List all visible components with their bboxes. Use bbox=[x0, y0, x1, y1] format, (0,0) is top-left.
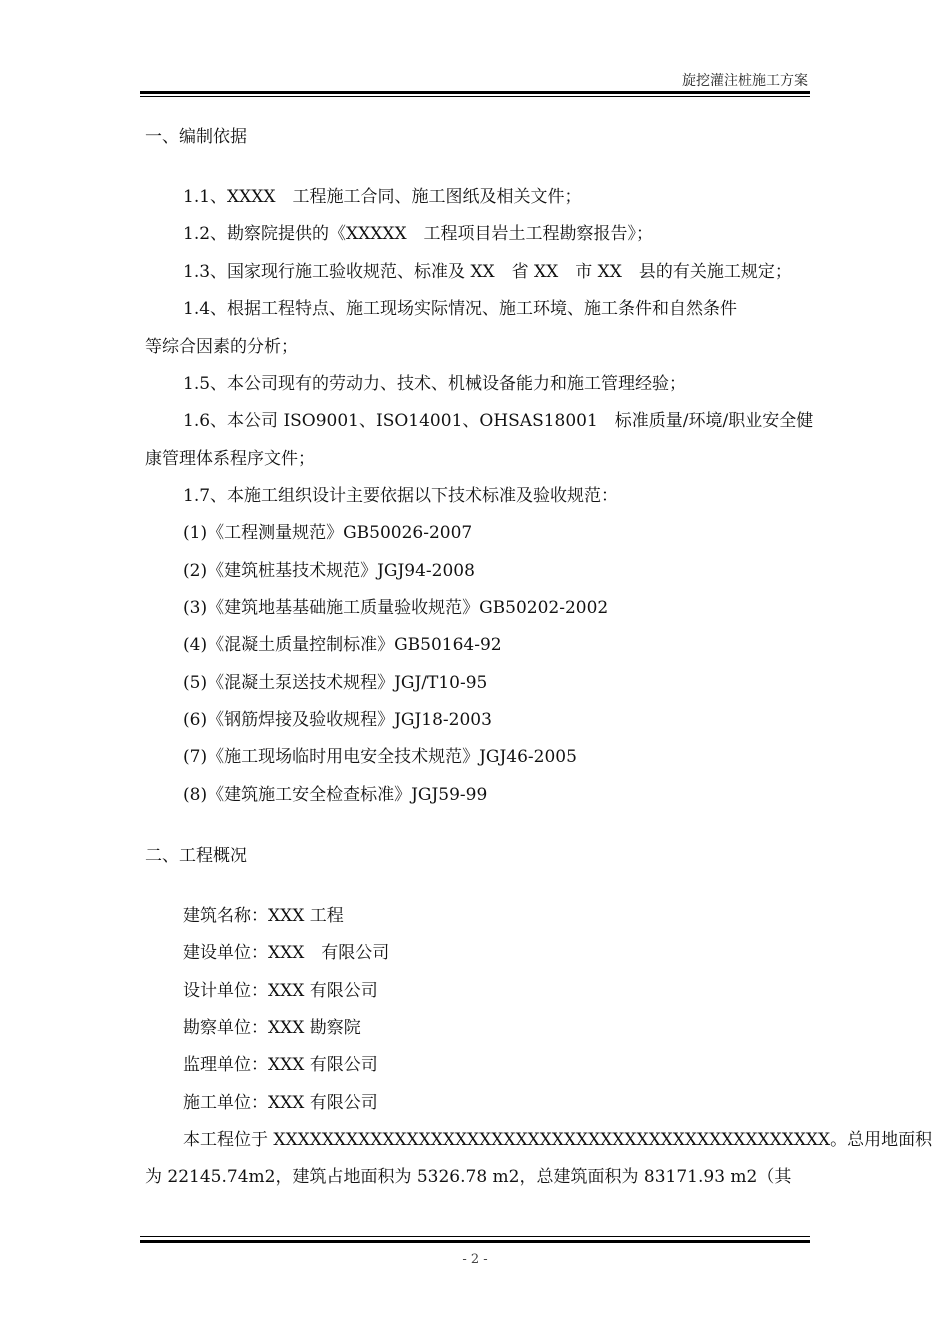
basis-item: 1.3、国家现行施工验收规范、标准及 XX 省 XX 市 XX 县的有关施工规定； bbox=[183, 262, 792, 282]
section-heading-basis: 一、编制依据 bbox=[145, 127, 247, 147]
header-rule-thick bbox=[140, 91, 810, 94]
running-header-title: 旋挖灌注桩施工方案 bbox=[682, 73, 808, 89]
basis-item: 1.6、本公司 ISO9001、ISO14001、OHSAS18001 标准质量/环境/职业安全健 bbox=[183, 411, 814, 431]
basis-item-continuation: 康管理体系程序文件； bbox=[145, 449, 315, 469]
footer-rule-thick bbox=[140, 1240, 810, 1243]
project-fact: 设计单位：XXX 有限公司 bbox=[183, 981, 378, 1001]
page-number: - 2 - bbox=[462, 1252, 488, 1267]
basis-item: 1.1、XXXX 工程施工合同、施工图纸及相关文件； bbox=[183, 187, 582, 207]
footer-rule-thin bbox=[140, 1236, 810, 1237]
standard-item: (2)《建筑桩基技术规范》JGJ94-2008 bbox=[183, 561, 475, 581]
basis-item: 1.5、本公司现有的劳动力、技术、机械设备能力和施工管理经验； bbox=[183, 374, 687, 394]
standard-item: (1)《工程测量规范》GB50026-2007 bbox=[183, 523, 473, 543]
project-fact: 勘察单位：XXX 勘察院 bbox=[183, 1018, 361, 1038]
project-fact: 监理单位：XXX 有限公司 bbox=[183, 1055, 378, 1075]
header-rule-thin bbox=[140, 96, 810, 97]
standard-item: (3)《建筑地基基础施工质量验收规范》GB50202-2002 bbox=[183, 598, 609, 618]
overview-paragraph-line: 本工程位于 XXXXXXXXXXXXXXXXXXXXXXXXXXXXXXXXXXXXXXXXXXXXXX。总用地面积 bbox=[183, 1130, 933, 1150]
standard-item: (8)《建筑施工安全检查标准》JGJ59-99 bbox=[183, 785, 488, 805]
standard-item: (4)《混凝土质量控制标准》GB50164-92 bbox=[183, 635, 502, 655]
project-fact: 施工单位：XXX 有限公司 bbox=[183, 1093, 378, 1113]
basis-item: 1.7、本施工组织设计主要依据以下技术标准及验收规范： bbox=[183, 486, 619, 506]
project-fact: 建设单位：XXX 有限公司 bbox=[183, 943, 390, 963]
basis-item: 1.2、勘察院提供的《XXXXX 工程项目岩土工程勘察报告》； bbox=[183, 224, 654, 244]
basis-item-continuation: 等综合因素的分析； bbox=[145, 337, 298, 357]
overview-paragraph-line: 为 22145.74m2，建筑占地面积为 5326.78 m2，总建筑面积为 83171.93 m2（其 bbox=[145, 1167, 792, 1187]
basis-item: 1.4、根据工程特点、施工现场实际情况、施工环境、施工条件和自然条件 bbox=[183, 299, 738, 319]
standard-item: (6)《钢筋焊接及验收规程》JGJ18-2003 bbox=[183, 710, 492, 730]
standard-item: (5)《混凝土泵送技术规程》JGJ/T10-95 bbox=[183, 673, 488, 693]
section-heading-overview: 二、工程概况 bbox=[145, 846, 247, 866]
project-fact: 建筑名称：XXX 工程 bbox=[183, 906, 344, 926]
standard-item: (7)《施工现场临时用电安全技术规范》JGJ46-2005 bbox=[183, 747, 577, 767]
